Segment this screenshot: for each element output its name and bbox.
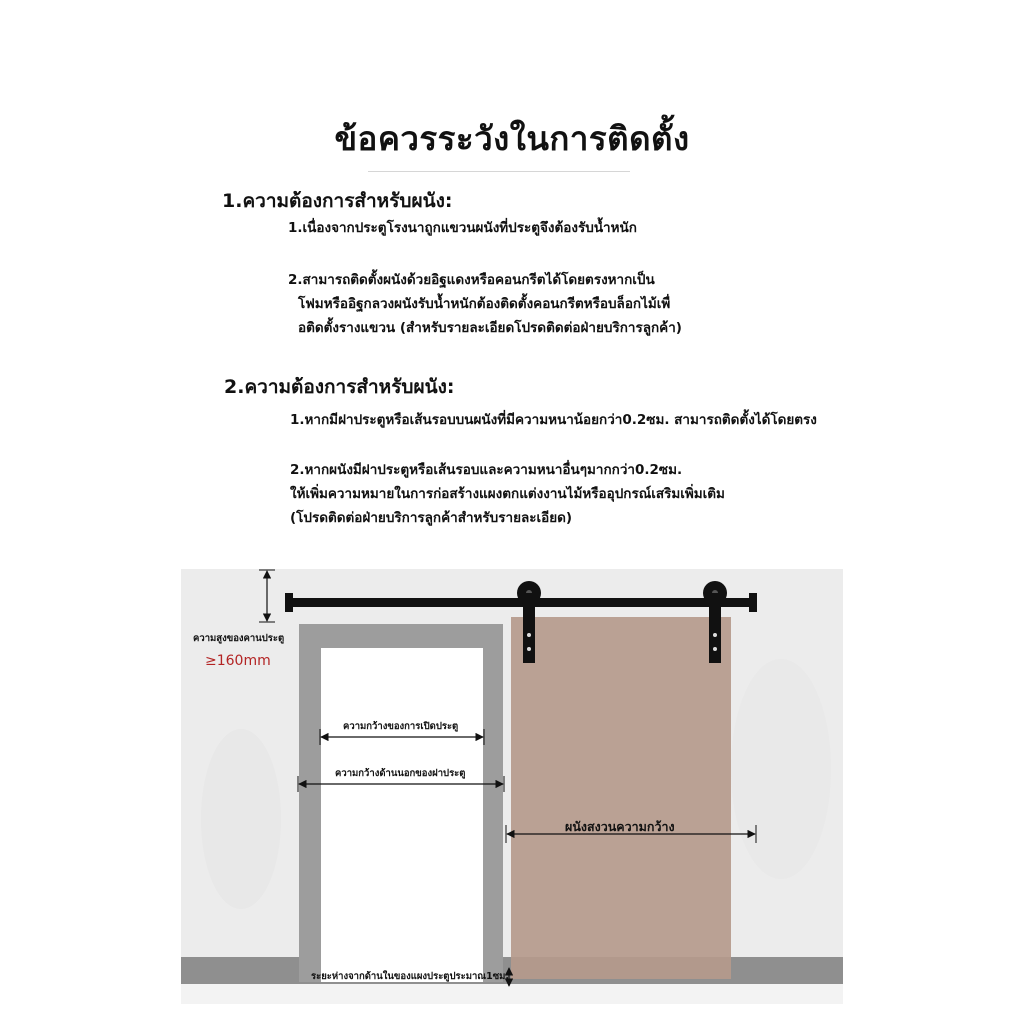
section-2-item-1: 1.หากมีฝาประตูหรือเส้นรอบบนผนังที่มีความหนาน้อยกว่า0.2ซม. สามารถติดตั้งได้โดยตรง: [290, 412, 817, 428]
section-2-item-2-line-3: (โปรดติดต่อฝ่ายบริการลูกค้าสำหรับรายละเอียด): [290, 510, 573, 526]
header-height-value: ≥160mm: [205, 653, 271, 669]
section-1-item-1: 1.เนื่องจากประตูโรงนาถูกแขวนผนังที่ประตูจึงต้องรับน้ำหนัก: [288, 220, 637, 236]
rail-stopper-left: [285, 593, 293, 612]
floor-shadow: [181, 984, 843, 1004]
page-title: ข้อควรระวังในการติดตั้ง: [334, 119, 690, 158]
door-opening-width-label: ความกว้างของการเปิดประตู: [343, 721, 459, 732]
section-1-item-2-line-1: 2.สามารถติดตั้งผนังด้วยอิฐแดงหรือคอนกรีตได้โดยตรงหากเป็น: [288, 272, 655, 288]
title-divider: [368, 171, 630, 172]
section-2-item-2: [290, 458, 725, 530]
installation-diagram: [181, 569, 843, 1004]
door-panel: [511, 617, 731, 979]
door-opening: [321, 648, 483, 982]
header-height-label: ความสูงของคานประตู: [193, 633, 285, 644]
section-1-item-2-line-2: โฟมหรืออิฐกลวงผนังรับน้ำหนักต้องติดตั้งคอนกรีตหรือบล็อกไม้เพื่: [298, 296, 671, 312]
section-2-item-2-line-2: ให้เพิ่มความหมายในการก่อสร้างแผงตกแต่งงานไม้หรืออุปกรณ์เสริมเพิ่มเติม: [290, 486, 725, 502]
section-2-heading: 2.ความต้องการสำหรับผนัง:: [224, 376, 455, 398]
reserved-wall-width-label: ผนังสงวนความกว้าง: [565, 819, 675, 834]
section-1-item-2: [288, 268, 682, 340]
frame-outer-width-label: ความกว้างด้านนอกของฝาประตู: [335, 768, 466, 779]
floor-gap-label: ระยะห่างจากด้านในของแผงประตูประมาณ1ซม.: [311, 971, 510, 982]
rail-stopper-right: [749, 593, 757, 612]
section-2-item-2-line-1: 2.หากผนังมีฝาประตูหรือเส้นรอบและความหนาอื่นๆมากกว่า0.2ซม.: [290, 462, 683, 478]
section-1-item-2-line-3: อติดตั้งรางแขวน (สำหรับรายละเอียดโปรดติดต่อฝ่ายบริการลูกค้า): [298, 320, 682, 336]
section-1-heading: 1.ความต้องการสำหรับผนัง:: [222, 190, 453, 212]
